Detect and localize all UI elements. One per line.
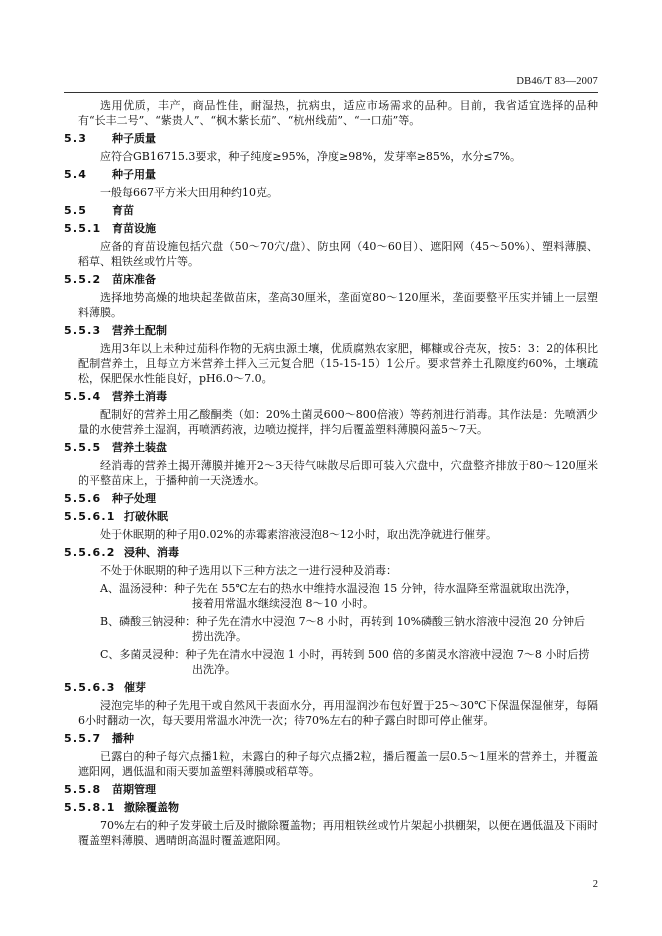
section-number: 5.3 bbox=[64, 132, 88, 145]
method-line: C、多菌灵浸种：种子先在清水中浸泡 1 小时，再转到 500 倍的多菌灵水溶液中浸泡 7～8 小时后捞 bbox=[100, 648, 590, 661]
section-5-5-3-text: 选用3年以上未种过茄科作物的无病虫源土壤，优质腐熟农家肥，椰糠或谷壳灰，按5：3：2的体积比配制营养土，且每立方米营养土拌入三元复合肥（15-15-15）1公斤。要求营养土孔隙度约60%，土壤疏松，保肥保水性能良好，pH6.0～7.0。 bbox=[78, 342, 598, 385]
section-5-5-6-heading bbox=[64, 491, 598, 506]
section-title: 打破休眠 bbox=[124, 510, 168, 523]
section-5-5-4-heading bbox=[64, 389, 598, 404]
section-number: 5.5 bbox=[64, 204, 88, 217]
section-5-5-6-3-text: 浸泡完毕的种子先甩干或自然风干表面水分，再用湿润沙布包好置于25～30℃下保温保湿催芽，每隔6小时翻动一次，每天要用常温水冲洗一次；待70%左右的种子露白时即可停止催芽。 bbox=[78, 699, 598, 727]
section-number: 5.5.5 bbox=[64, 441, 102, 454]
section-number: 5.5.6.2 bbox=[64, 546, 116, 559]
section-5-4-heading bbox=[64, 167, 598, 182]
section-title: 催芽 bbox=[124, 681, 146, 694]
soaking-method-item bbox=[100, 614, 598, 644]
section-5-5-6-2-text: 不处于休眠期的种子选用以下三种方法之一进行浸种及消毒： bbox=[100, 564, 397, 577]
section-number: 5.5.8.1 bbox=[64, 801, 116, 814]
section-5-5-6-3-heading bbox=[64, 680, 598, 695]
section-5-5-8-1-text: 70%左右的种子发芽破土后及时撤除覆盖物；再用粗铁丝或竹片架起小拱棚架，以便在遇低温及下雨时覆盖塑料薄膜、遇晴朗高温时覆盖遮阳网。 bbox=[78, 819, 598, 847]
document-code: DB46/T 83—2007 bbox=[516, 76, 598, 87]
section-title: 浸种、消毒 bbox=[124, 546, 179, 559]
section-number: 5.5.3 bbox=[64, 324, 102, 337]
section-5-5-2-heading bbox=[64, 272, 598, 287]
section-title: 种子用量 bbox=[112, 168, 156, 181]
method-line-continued: 捞出洗净。 bbox=[192, 630, 247, 643]
soaking-method-item bbox=[100, 581, 598, 611]
section-number: 5.5.1 bbox=[64, 222, 102, 235]
section-number: 5.5.2 bbox=[64, 273, 102, 286]
section-5-5-8-1-heading bbox=[64, 800, 598, 815]
section-5-5-7-heading bbox=[64, 731, 598, 746]
section-number: 5.5.6.3 bbox=[64, 681, 116, 694]
section-5-5-6-1-heading bbox=[64, 509, 598, 524]
page-number: 2 bbox=[592, 879, 598, 890]
section-title: 苗期管理 bbox=[112, 783, 156, 796]
method-line-continued: 出洗净。 bbox=[192, 663, 236, 676]
section-5-5-1-heading bbox=[64, 221, 598, 236]
section-5-3-heading bbox=[64, 131, 598, 146]
section-number: 5.5.7 bbox=[64, 732, 102, 745]
section-number: 5.4 bbox=[64, 168, 88, 181]
section-5-4-text: 一般每667平方米大田用种约10克。 bbox=[100, 186, 278, 199]
section-5-5-5-heading bbox=[64, 440, 598, 455]
section-title: 种子质量 bbox=[112, 132, 156, 145]
section-5-3-text: 应符合GB16715.3要求，种子纯度≥95%，净度≥98%，发芽率≥85%，水分≤7%。 bbox=[100, 150, 522, 163]
section-5-5-4-text: 配制好的营养土用乙酸酮类（如：20%土菌灵600～800倍液）等药剂进行消毒。其作法是：先喷洒少量的水使营养土湿润，再喷洒药液，边喷边搅拌，拌匀后覆盖塑料薄膜闷盖5～7天。 bbox=[78, 408, 598, 436]
header-rule bbox=[64, 92, 598, 93]
section-5-5-heading bbox=[64, 203, 598, 218]
method-line: A、温汤浸种：种子先在 55℃左右的热水中维持水温浸泡 15 分钟，待水温降至常温就取出洗净， bbox=[100, 582, 577, 595]
section-title: 营养土配制 bbox=[112, 324, 167, 337]
document-body bbox=[64, 98, 598, 851]
intro-paragraph: 选用优质，丰产，商品性佳，耐湿热，抗病虫，适应市场需求的品种。目前，我省适宜选择的品种有“长丰二号”、“紫贵人”、“枫木紫长茄”、“杭州线茄”、“一口茄”等。 bbox=[78, 99, 598, 127]
soaking-method-list bbox=[78, 581, 598, 677]
section-5-5-5-text: 经消毒的营养土揭开薄膜并摊开2～3天待气味散尽后即可装入穴盘中，穴盘整齐排放于80～120厘米的平整苗床上，于播种前一天浇透水。 bbox=[78, 459, 598, 487]
section-title: 播种 bbox=[112, 732, 134, 745]
soaking-method-item bbox=[100, 647, 598, 677]
section-title: 营养土装盘 bbox=[112, 441, 167, 454]
section-title: 育苗 bbox=[112, 204, 134, 217]
method-line-continued: 接着用常温水继续浸泡 8～10 小时。 bbox=[192, 597, 374, 610]
section-5-5-2-text: 选择地势高燥的地块起垄做苗床，垄高30厘米，垄面宽80～120厘米，垄面要整平压实并铺上一层塑料薄膜。 bbox=[78, 291, 598, 319]
section-5-5-6-1-text: 处于休眠期的种子用0.02%的赤霉素溶液浸泡8～12小时，取出洗净就进行催芽。 bbox=[100, 528, 497, 541]
section-number: 5.5.6 bbox=[64, 492, 102, 505]
section-5-5-7-text: 已露白的种子每穴点播1粒，未露白的种子每穴点播2粒，播后覆盖一层0.5～1厘米的营养土，并覆盖遮阳网，遇低温和雨天要加盖塑料薄膜或稻草等。 bbox=[78, 750, 598, 778]
section-5-5-6-2-heading bbox=[64, 545, 598, 560]
section-5-5-1-text: 应备的育苗设施包括穴盘（50～70穴/盘）、防虫网（40～60目）、遮阳网（45～50%）、塑料薄膜、稻草、粗铁丝或竹片等。 bbox=[78, 240, 598, 268]
section-title: 育苗设施 bbox=[112, 222, 156, 235]
section-5-5-8-heading bbox=[64, 782, 598, 797]
section-number: 5.5.6.1 bbox=[64, 510, 116, 523]
section-5-5-3-heading bbox=[64, 323, 598, 338]
section-title: 营养土消毒 bbox=[112, 390, 167, 403]
section-title: 种子处理 bbox=[112, 492, 156, 505]
method-line: B、磷酸三钠浸种：种子先在清水中浸泡 7～8 小时，再转到 10%磷酸三钠水溶液中浸泡 20 分钟后 bbox=[100, 615, 586, 628]
section-number: 5.5.8 bbox=[64, 783, 102, 796]
section-title: 苗床准备 bbox=[112, 273, 156, 286]
section-title: 撤除覆盖物 bbox=[124, 801, 179, 814]
section-number: 5.5.4 bbox=[64, 390, 102, 403]
